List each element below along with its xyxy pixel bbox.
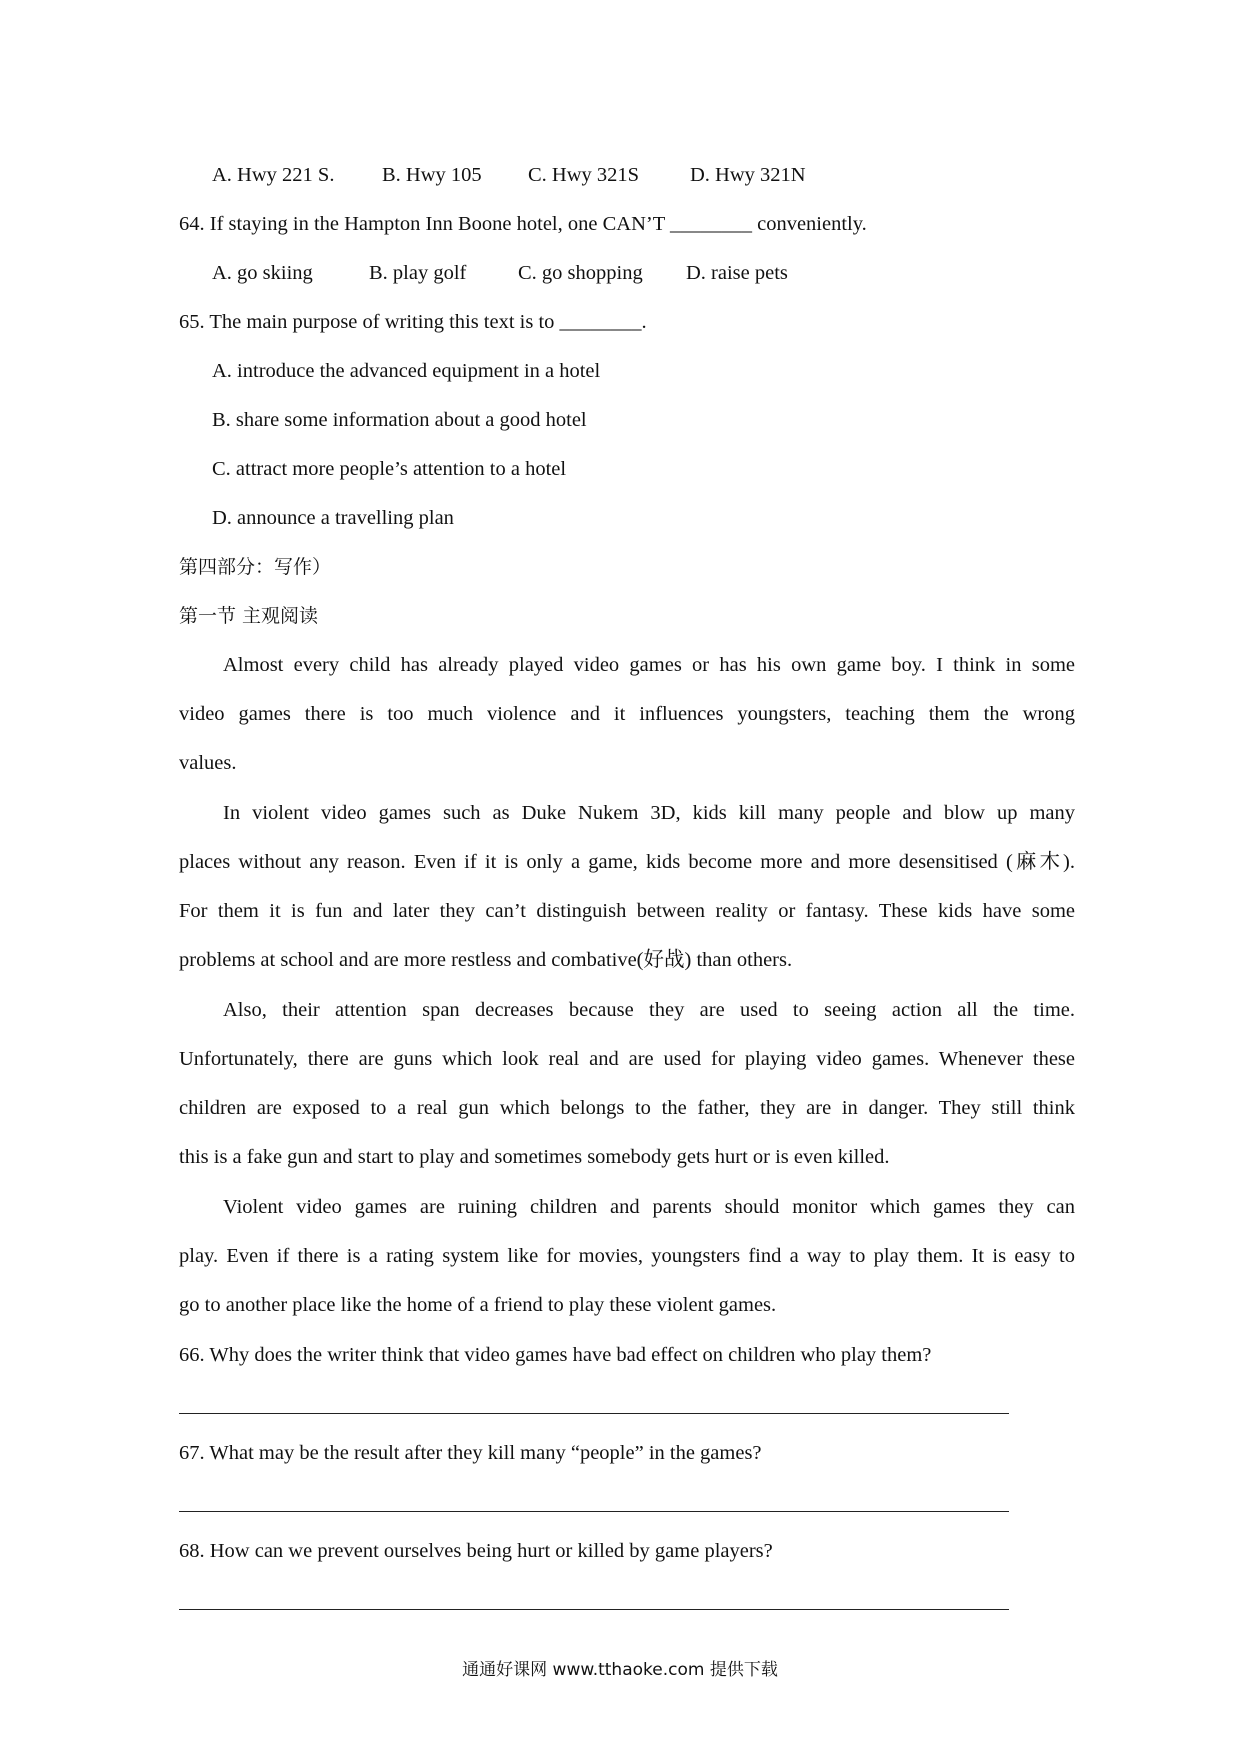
answer-line-68[interactable] xyxy=(179,1609,1009,1610)
passage-line: Unfortunately, there are guns which look real and are used for playing video games. Whenever these xyxy=(179,1048,1075,1070)
q64-option-a: A. go skiing xyxy=(212,262,313,284)
q65-option-d: D. announce a travelling plan xyxy=(212,507,454,529)
q63-option-c: C. Hwy 321S xyxy=(528,164,640,186)
q63-option-a: A. Hwy 221 S. xyxy=(212,164,335,186)
page-footer: 通通好课网 www.tthaoke.com 提供下载 xyxy=(462,1660,778,1680)
answer-line-66[interactable] xyxy=(179,1413,1009,1414)
q65-option-a: A. introduce the advanced equipment in a hotel xyxy=(212,360,601,382)
q64-option-b: B. play golf xyxy=(369,262,467,284)
passage-line: go to another place like the home of a friend to play these violent games. xyxy=(179,1294,777,1316)
passage-line: children are exposed to a real gun which belongs to the father, they are in danger. They still think xyxy=(179,1097,1075,1119)
q64-option-d: D. raise pets xyxy=(686,262,788,284)
passage-line: For them it is fun and later they can’t distinguish between reality or fantasy. These kids have some xyxy=(179,900,1075,922)
passage-line: video games there is too much violence and it influences youngsters, teaching them the wrong xyxy=(179,703,1075,725)
passage-line: Also, their attention span decreases because they are used to seeing action all the time. xyxy=(223,999,1075,1021)
passage-line: Violent video games are ruining children and parents should monitor which games they can xyxy=(223,1196,1075,1218)
q63-option-d: D. Hwy 321N xyxy=(690,164,806,186)
q65-stem: 65. The main purpose of writing this text is to ________. xyxy=(179,311,647,333)
passage-line: In violent video games such as Duke Nukem 3D, kids kill many people and blow up many xyxy=(223,802,1075,824)
q65-option-c: C. attract more people’s attention to a hotel xyxy=(212,458,567,480)
section-sub-heading: 第一节 主观阅读 xyxy=(179,605,319,627)
passage-line: values. xyxy=(179,752,237,774)
question-66: 66. Why does the writer think that video games have bad effect on children who play them? xyxy=(179,1344,932,1366)
section-part-heading: 第四部分：写作） xyxy=(179,556,332,578)
passage-line: problems at school and are more restless and combative(好战) than others. xyxy=(179,949,793,971)
passage-line: play. Even if there is a rating system like for movies, youngsters find a way to play them. It is easy to xyxy=(179,1245,1075,1267)
passage-line: Almost every child has already played video games or has his own game boy. I think in some xyxy=(223,654,1075,676)
passage-line: this is a fake gun and start to play and sometimes somebody gets hurt or is even killed. xyxy=(179,1146,890,1168)
question-67: 67. What may be the result after they kill many “people” in the games? xyxy=(179,1442,762,1464)
q64-stem: 64. If staying in the Hampton Inn Boone hotel, one CAN’T ________ conveniently. xyxy=(179,213,867,235)
question-68: 68. How can we prevent ourselves being hurt or killed by game players? xyxy=(179,1540,773,1562)
q65-option-b: B. share some information about a good hotel xyxy=(212,409,587,431)
answer-line-67[interactable] xyxy=(179,1511,1009,1512)
q64-option-c: C. go shopping xyxy=(518,262,643,284)
q63-option-b: B. Hwy 105 xyxy=(382,164,482,186)
passage-line: places without any reason. Even if it is only a game, kids become more and more desensitised (麻木). xyxy=(179,851,1075,873)
